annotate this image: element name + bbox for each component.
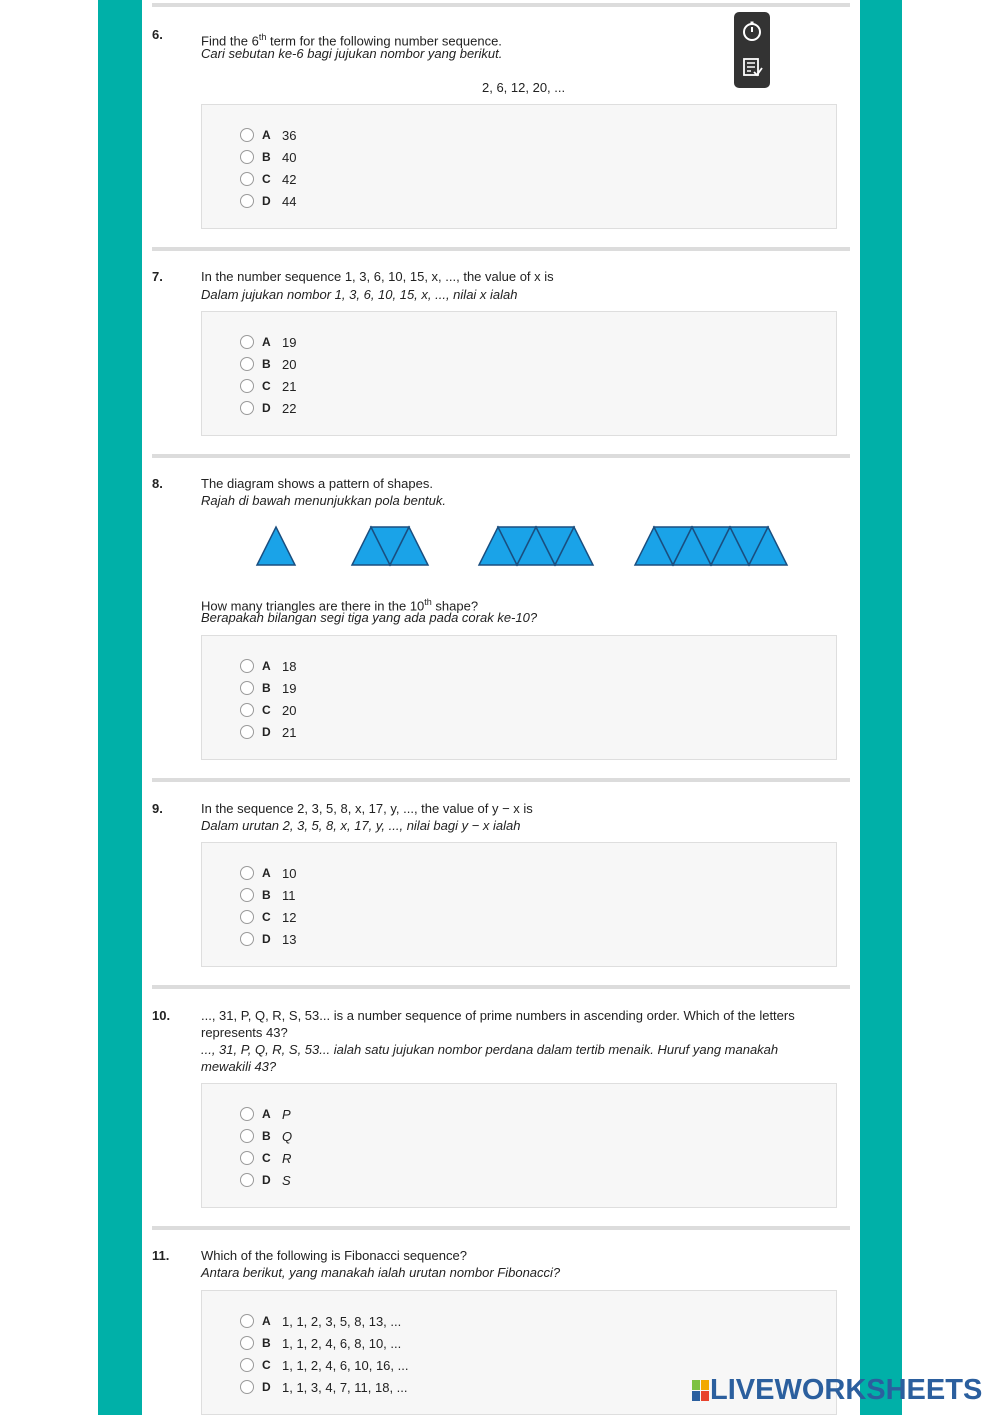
logo-grid-icon — [692, 1380, 710, 1402]
question-text-ms: Dalam urutan 2, 3, 5, 8, x, 17, y, ..., nilai bagi y − x ialah — [201, 818, 521, 833]
option-c[interactable]: C 1, 1, 2, 4, 6, 10, 16, ... — [240, 1357, 408, 1373]
option-a[interactable]: A 19 — [240, 334, 296, 350]
liveworksheets-logo — [692, 1374, 982, 1407]
option-b[interactable]: B 11 — [240, 887, 296, 903]
options-box — [201, 635, 837, 760]
option-b[interactable]: B 1, 1, 2, 4, 6, 8, 10, ... — [240, 1335, 401, 1351]
question-text-en: Which of the following is Fibonacci sequence? — [201, 1248, 467, 1263]
divider — [152, 3, 850, 7]
left-sidebar-band — [98, 0, 142, 1415]
sub-question-en: How many triangles are there in the 10th shape? — [201, 597, 479, 614]
question-text-en: Find the 6th term for the following number sequence. — [201, 32, 502, 49]
notes-icon[interactable] — [738, 52, 766, 82]
option-b[interactable]: B 20 — [240, 356, 296, 372]
radio-button[interactable] — [240, 1107, 254, 1121]
divider — [152, 247, 850, 251]
radio-button[interactable] — [240, 1173, 254, 1187]
question-text-en-line1: ..., 31, P, Q, R, S, 53... is a number sequence of prime numbers in ascending order. Which of the letters — [201, 1008, 795, 1023]
radio-button[interactable] — [240, 379, 254, 393]
option-b[interactable]: B 40 — [240, 149, 296, 165]
options-box — [201, 1083, 837, 1208]
radio-button[interactable] — [240, 128, 254, 142]
radio-button[interactable] — [240, 1314, 254, 1328]
question-number: 8. — [152, 476, 163, 491]
radio-button[interactable] — [240, 172, 254, 186]
option-d[interactable]: D 1, 1, 3, 4, 7, 11, 18, ... — [240, 1379, 408, 1395]
question-number: 6. — [152, 27, 163, 42]
divider — [152, 454, 850, 458]
radio-button[interactable] — [240, 1380, 254, 1394]
option-a[interactable]: A 1, 1, 2, 3, 5, 8, 13, ... — [240, 1313, 401, 1329]
option-c[interactable]: C 12 — [240, 909, 296, 925]
radio-button[interactable] — [240, 910, 254, 924]
options-box — [201, 104, 837, 229]
option-b[interactable]: B 19 — [240, 680, 296, 696]
option-a[interactable]: A 18 — [240, 658, 296, 674]
question-number: 11. — [152, 1248, 170, 1263]
question-text-en: In the sequence 2, 3, 5, 8, x, 17, y, ..., the value of y − x is — [201, 801, 533, 816]
options-box — [201, 842, 837, 967]
option-c[interactable]: C 20 — [240, 702, 296, 718]
option-c[interactable]: C 42 — [240, 171, 296, 187]
divider — [152, 1226, 850, 1230]
pattern-shape-1 — [257, 527, 295, 565]
option-d[interactable]: D 22 — [240, 400, 296, 416]
option-c[interactable]: C R — [240, 1150, 291, 1166]
radio-button[interactable] — [240, 888, 254, 902]
radio-button[interactable] — [240, 1358, 254, 1372]
option-b[interactable]: B Q — [240, 1128, 292, 1144]
question-text-ms: Antara berikut, yang manakah ialah urutan nombor Fibonacci? — [201, 1265, 561, 1280]
option-d[interactable]: D S — [240, 1172, 291, 1188]
radio-button[interactable] — [240, 866, 254, 880]
question-number: 7. — [152, 269, 163, 284]
radio-button[interactable] — [240, 150, 254, 164]
radio-button[interactable] — [240, 357, 254, 371]
radio-button[interactable] — [240, 1336, 254, 1350]
option-c[interactable]: C 21 — [240, 378, 296, 394]
question-text-ms: Dalam jujukan nombor 1, 3, 6, 10, 15, x, ..., nilai x ialah — [201, 287, 518, 302]
question-text-en: In the number sequence 1, 3, 6, 10, 15, x, ..., the value of x is — [201, 269, 554, 284]
triangle — [257, 527, 295, 565]
radio-button[interactable] — [240, 401, 254, 415]
pattern-shape-3 — [479, 527, 593, 565]
radio-button[interactable] — [240, 725, 254, 739]
divider — [152, 778, 850, 782]
option-d[interactable]: D 21 — [240, 724, 296, 740]
radio-button[interactable] — [240, 1151, 254, 1165]
stopwatch-icon[interactable] — [738, 16, 766, 46]
question-number: 10. — [152, 1008, 171, 1023]
radio-button[interactable] — [240, 659, 254, 673]
options-box — [201, 311, 837, 436]
question-text-en-line2: represents 43? — [201, 1025, 288, 1040]
radio-button[interactable] — [240, 1129, 254, 1143]
option-a[interactable]: A 10 — [240, 865, 296, 881]
logo-text: LIVEWORKSHEETS — [710, 1374, 983, 1406]
number-sequence: 2, 6, 12, 20, ... — [482, 80, 566, 95]
pattern-shape-2 — [352, 527, 428, 565]
sub-question-ms: Berapakah bilangan segi tiga yang ada pada corak ke-10? — [201, 610, 538, 625]
radio-button[interactable] — [240, 194, 254, 208]
option-a[interactable]: A 36 — [240, 127, 296, 143]
question-number: 9. — [152, 801, 163, 816]
option-d[interactable]: D 13 — [240, 931, 296, 947]
question-text-en: The diagram shows a pattern of shapes. — [201, 476, 433, 491]
question-text-ms-line2: mewakili 43? — [201, 1059, 277, 1074]
floating-toolbar — [734, 12, 770, 88]
option-a[interactable]: A P — [240, 1106, 291, 1122]
question-text-ms: Cari sebutan ke-6 bagi jujukan nombor yang berikut. — [201, 46, 503, 61]
radio-button[interactable] — [240, 932, 254, 946]
option-d[interactable]: D 44 — [240, 193, 296, 209]
question-text-ms-line1: ..., 31, P, Q, R, S, 53... ialah satu jujukan nombor perdana dalam tertib menaik. Huruf yang manakah — [201, 1042, 779, 1057]
right-sidebar-band — [860, 0, 902, 1415]
radio-button[interactable] — [240, 681, 254, 695]
question-text-ms: Rajah di bawah menunjukkan pola bentuk. — [201, 493, 447, 508]
radio-button[interactable] — [240, 703, 254, 717]
pattern-shape-4 — [635, 527, 787, 565]
divider — [152, 985, 850, 989]
radio-button[interactable] — [240, 335, 254, 349]
triangle-pattern-diagram — [255, 525, 795, 573]
